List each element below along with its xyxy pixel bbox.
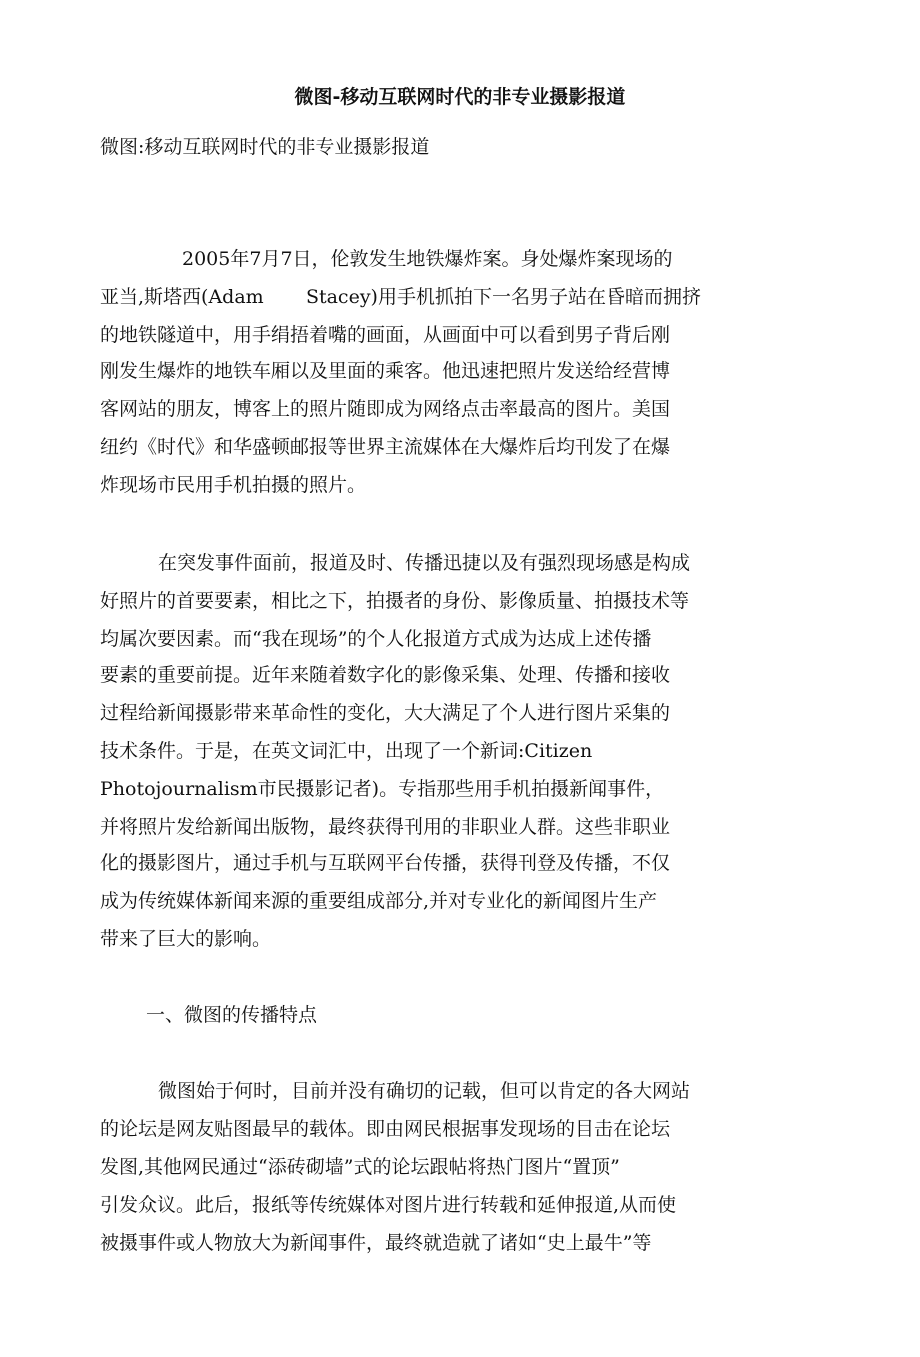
- paragraph-line: 要素的重要前提。近年来随着数字化的影像采集、处理、传播和接收: [100, 664, 671, 686]
- paragraph-line: 引发众议。此后，报纸等传统媒体对图片进行转载和延伸报道,从而使: [100, 1194, 677, 1216]
- paragraph-line: 在突发事件面前，报道及时、传播迅捷以及有强烈现场感是构成: [158, 552, 691, 574]
- paragraph-line: 亚当,斯塔西(Adam Stacey)用手机抓拍下一名男子站在昏暗而拥挤: [100, 286, 701, 308]
- paragraph-line: 被摄事件或人物放大为新闻事件，最终就造就了诸如“史上最牛”等: [100, 1232, 652, 1254]
- paragraph-line: 微图始于何时，目前并没有确切的记载，但可以肯定的各大网站: [158, 1080, 691, 1102]
- paragraph-line: 好照片的首要要素，相比之下，拍摄者的身份、影像质量、拍摄技术等: [100, 590, 690, 612]
- paragraph-line: 均属次要因素。而“我在现场”的个人化报道方式成为达成上述传播: [100, 628, 652, 650]
- paragraph-line: 炸现场市民用手机拍摄的照片。: [100, 474, 367, 496]
- paragraph-line: 纽约《时代》和华盛顿邮报等世界主流媒体在大爆炸后均刊发了在爆: [100, 436, 671, 458]
- paragraph-line: 的论坛是网友贴图最早的载体。即由网民根据事发现场的目击在论坛: [100, 1118, 671, 1140]
- paragraph-line: 客网站的朋友，博客上的照片随即成为网络点击率最高的图片。美国: [100, 398, 671, 420]
- section-heading: 一、微图的传播特点: [146, 1004, 318, 1026]
- paragraph-line: 技术条件。于是，在英文词汇中，出现了一个新词:Citizen: [100, 740, 593, 762]
- paragraph-line: 带来了巨大的影响。: [100, 928, 272, 950]
- paragraph-line: Photojournalism市民摄影记者)。专指那些用手机拍摄新闻事件，: [100, 778, 665, 800]
- paragraph-line: 2005年7月7日，伦敦发生地铁爆炸案。身处爆炸案现场的: [182, 248, 673, 270]
- document-subtitle: 微图:移动互联网时代的非专业摄影报道: [100, 136, 430, 158]
- paragraph-line: 过程给新闻摄影带来革命性的变化，大大满足了个人进行图片采集的: [100, 702, 671, 724]
- paragraph-line: 刚发生爆炸的地铁车厢以及里面的乘客。他迅速把照片发送给经营博: [100, 360, 671, 382]
- paragraph-line: 成为传统媒体新闻来源的重要组成部分,并对专业化的新闻图片生产: [100, 890, 658, 912]
- document-title: 微图-移动互联网时代的非专业摄影报道: [294, 86, 626, 108]
- paragraph-line: 并将照片发给新闻出版物，最终获得刊用的非职业人群。这些非职业: [100, 816, 671, 838]
- paragraph-line: 的地铁隧道中，用手绢捂着嘴的画面，从画面中可以看到男子背后刚: [100, 324, 671, 346]
- paragraph-line: 化的摄影图片，通过手机与互联网平台传播，获得刊登及传播，不仅: [100, 852, 671, 874]
- paragraph-line: 发图,其他网民通过“添砖砌墙”式的论坛跟帖将热门图片“置顶”: [100, 1156, 620, 1178]
